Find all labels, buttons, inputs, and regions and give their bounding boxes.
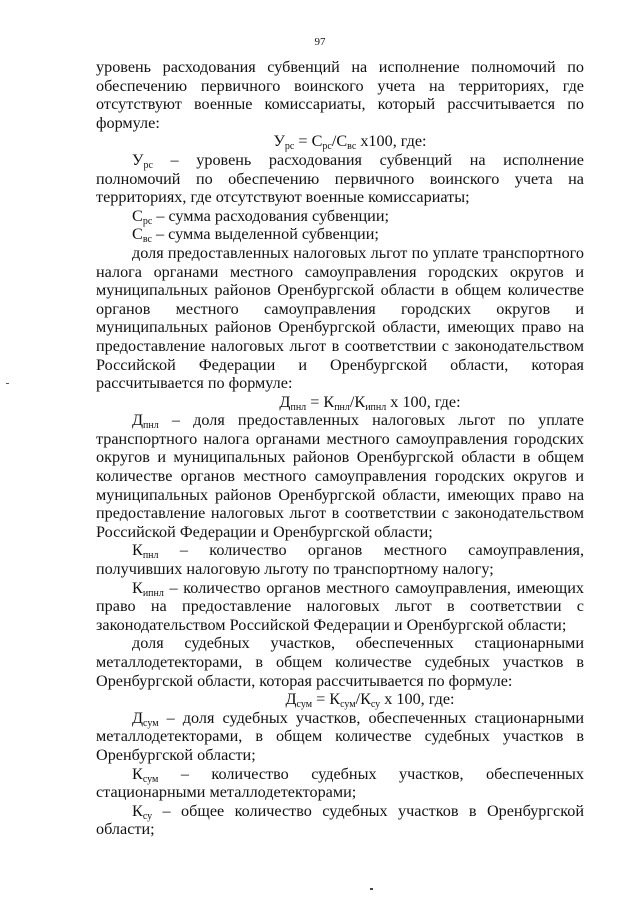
formula-dpnl: $Д_{пнл} = К_{пнл}/К_{ипнл}$ х 100, где: <box>279 392 461 413</box>
paragraph-intro-level: уровень расходования субвенций на исполнение полномочий по обеспечению первичного воинского учета на территориях, где отсутствуют военные комиссариаты, который рассчитывается по формуле: <box>96 58 584 132</box>
definition-urs: $У_{рс}$ – уровень расходования субвенций на исполнение полномочий по обеспечению первичного воинского учета на территориях, где отсутствуют военные комиссариаты; <box>96 150 584 207</box>
definition-kpnl: $К_{пнл}$ – количество органов местного самоуправления, получивших налоговую льготу по транспортному налогу; <box>96 541 584 579</box>
definition-cvs: $С_{вс}$ – сумма выделенной субвенции; <box>132 225 379 246</box>
page-number: 97 <box>314 36 326 48</box>
definition-ksu: $К_{су}$ – общее количество судебных участков в Оренбургской области; <box>96 801 584 839</box>
definition-ksum: $К_{сум}$ – количество судебных участков, обеспеченных стационарными металлодетекторами; <box>96 764 584 802</box>
definition-crs: $С_{рс}$ – сумма расходования субвенции; <box>132 206 389 227</box>
formula-urs: $У_{рс} = С_{рс}/С_{вс}$ х100, где: <box>273 132 427 153</box>
paragraph-metal-detectors: доля судебных участков, обеспеченных стационарными металлодетекторами, в общем количестве судебных участков в Оренбургской области, которая рассчитывается по формуле: <box>96 634 584 690</box>
scan-artifact-bottom <box>370 888 373 890</box>
formula-dsum: $Д_{сум} = К_{сум}/К_{су}$ х 100, где: <box>285 690 455 711</box>
definition-dsum: $Д_{сум}$ – доля судебных участков, обеспеченных стационарными металлодетекторами, в общем количестве судебных участков в Оренбургской области; <box>96 708 584 764</box>
scan-artifact-left <box>6 383 9 384</box>
definition-kipnl: $К_{ипнл}$ – количество органов местного самоуправления, имеющих право на предоставление налоговых льгот в соответствии с законодательством Российской Федерации и Оренбургской области; <box>96 578 584 634</box>
document-body <box>96 58 584 839</box>
paragraph-tax-benefits: доля предоставленных налоговых льгот по уплате транспортного налога органами местного самоуправления городских округов и муниципальных районов Оренбургской области в общем количестве органов местного самоуправления городских округов и муниципальных районов Оренбургской области, имеющих право на предоставление налоговых льгот в соответствии с законодательством Российской Федерации и Оренбургской области, которая рассчитывается по формуле: <box>96 243 584 393</box>
definition-dpnl: $Д_{пнл}$ – доля предоставленных налоговых льгот по уплате транспортного налога органами местного самоуправления городских округов и муниципальных районов Оренбургской области в общем количестве органов местного самоуправления городских округов и муниципальных районов Оренбургской области, имеющих право на предоставление налоговых льгот в соответствии с законодательством Российской Федерации и Оренбургской области; <box>96 411 584 541</box>
